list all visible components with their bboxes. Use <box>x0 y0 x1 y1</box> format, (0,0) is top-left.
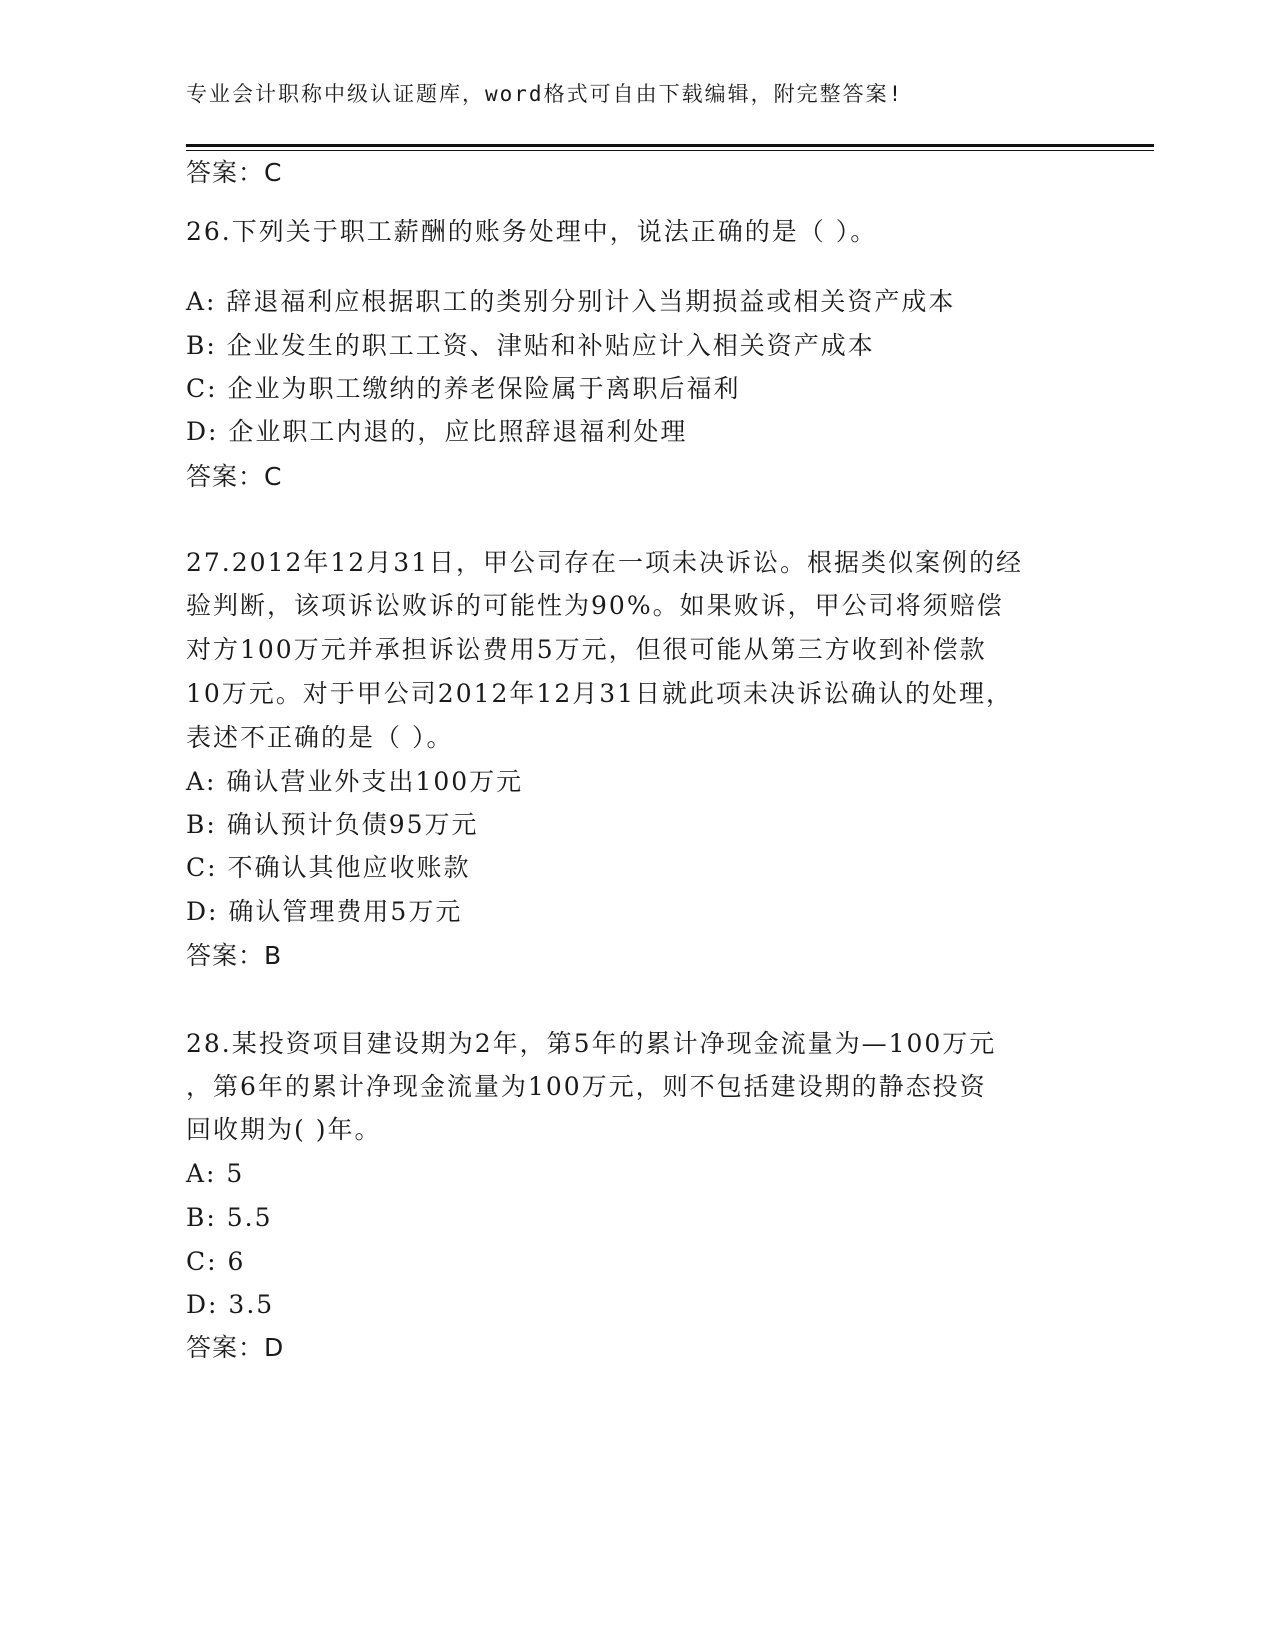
question-26-option-a: A: 辞退福利应根据职工的类别分别计入当期损益或相关资产成本 <box>186 287 956 316</box>
question-28-stem-line: 28.某投资项目建设期为2年，第5年的累计净现金流量为—100万元 <box>186 1029 997 1058</box>
answer-28: 答案：D <box>186 1333 285 1362</box>
question-26-option-d: D: 企业职工内退的，应比照辞退福利处理 <box>186 417 688 446</box>
answer-26: 答案：C <box>186 462 283 491</box>
question-28-option-d: D: 3.5 <box>186 1290 275 1319</box>
answer-27: 答案：B <box>186 941 283 970</box>
question-28-option-a: A: 5 <box>186 1159 245 1188</box>
question-27-stem-line: 10万元。对于甲公司2012年12月31日就此项未决诉讼确认的处理， <box>186 679 1014 708</box>
question-28-option-c: C: 6 <box>186 1247 246 1276</box>
question-27-stem-line: 验判断，该项诉讼败诉的可能性为90%。如果败诉，甲公司将须赔偿 <box>186 591 1004 620</box>
question-26-option-c: C: 企业为职工缴纳的养老保险属于离职后福利 <box>186 374 741 403</box>
question-27-option-c: C: 不确认其他应收账款 <box>186 853 471 882</box>
question-28-option-b: B: 5.5 <box>186 1203 273 1232</box>
question-27-option-d: D: 确认管理费用5万元 <box>186 897 463 926</box>
question-28-stem-line: ，第6年的累计净现金流量为100万元，则不包括建设期的静态投资 <box>186 1072 987 1101</box>
answer-25: 答案：C <box>186 158 283 187</box>
question-26-option-b: B: 企业发生的职工工资、津贴和补贴应计入相关资产成本 <box>186 331 875 360</box>
question-28-stem-line: 回收期为( )年。 <box>186 1115 382 1144</box>
header-rule-thin <box>186 150 1154 151</box>
question-27-stem-line: 27.2012年12月31日，甲公司存在一项未决诉讼。根据类似案例的经 <box>186 548 1024 577</box>
question-27-stem-line: 对方100万元并承担诉讼费用5万元，但很可能从第三方收到补偿款 <box>186 635 987 664</box>
question-27-option-a: A: 确认营业外支出100万元 <box>186 767 524 796</box>
question-27-option-b: B: 确认预计负债95万元 <box>186 810 479 839</box>
header-rule-thick <box>186 144 1154 147</box>
question-27-stem-line: 表述不正确的是（ ）。 <box>186 723 454 752</box>
question-26-stem: 26.下列关于职工薪酬的账务处理中，说法正确的是（ ）。 <box>186 217 878 246</box>
page-header: 专业会计职称中级认证题库，word格式可自由下载编辑，附完整答案! <box>186 82 904 106</box>
